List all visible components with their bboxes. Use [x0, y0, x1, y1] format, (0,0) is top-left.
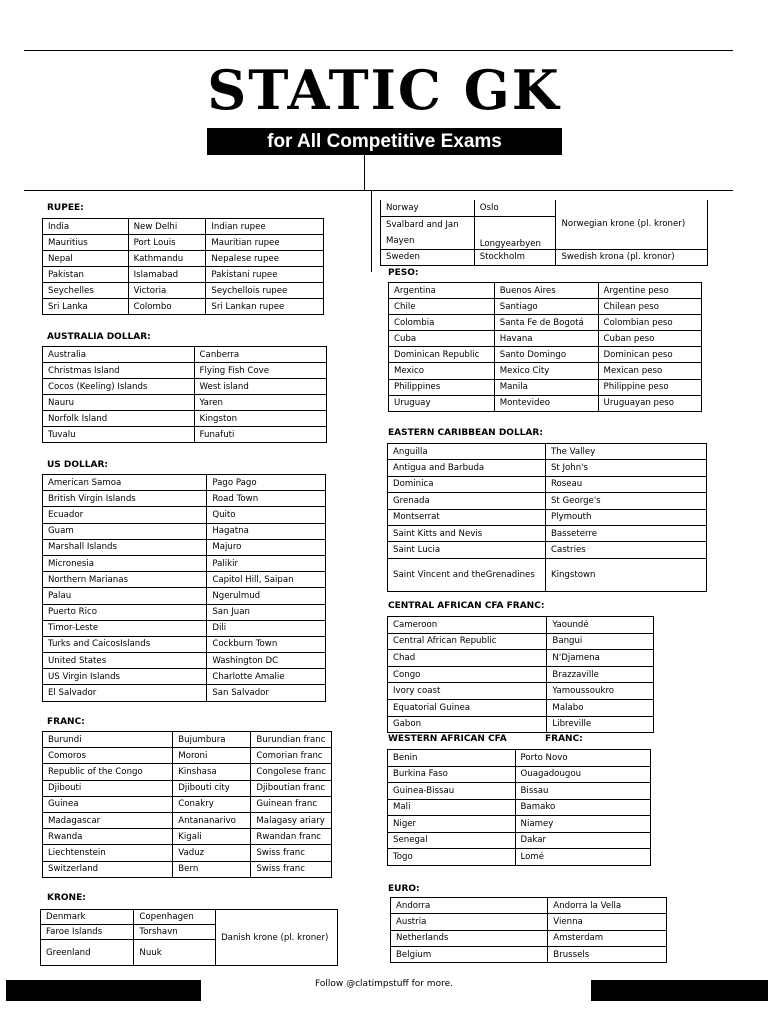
capital-cell: Quito: [207, 507, 326, 523]
table-row: [389, 331, 702, 347]
table-row: [388, 683, 654, 700]
page-subtitle: for All Competitive Exams: [207, 128, 562, 155]
norwegian-krone-table: [380, 200, 708, 266]
country-cell: Colombia: [389, 315, 495, 331]
country-cell: Cuba: [389, 331, 495, 347]
capital-cell: Cockburn Town: [207, 636, 326, 652]
capital-cell: Flying Fish Cove: [194, 363, 326, 379]
column-divider: [371, 190, 372, 272]
country-cell: Belgium: [391, 946, 548, 962]
country-cell: Argentina: [389, 283, 495, 299]
currency-cell: Comorian franc: [251, 748, 332, 764]
section-heading-australia-dollar: AUSTRALIA DOLLAR:: [47, 332, 151, 342]
capital-cell: Libreville: [547, 716, 654, 733]
country-cell: Tuvalu: [43, 427, 195, 443]
capital-cell: Dili: [207, 620, 326, 636]
section-heading-rupee: RUPEE:: [47, 203, 84, 213]
section-heading-western-african-cfa: WESTERN AFRICAN CFA: [388, 734, 507, 744]
capital-cell: Bissau: [515, 783, 650, 800]
country-cell: Montserrat: [388, 509, 546, 525]
table-row: [43, 812, 332, 828]
us-dollar-table: [42, 474, 326, 702]
table-row: [43, 572, 326, 588]
table-row: [388, 666, 654, 683]
table-row: [43, 475, 326, 491]
table-row: [43, 604, 326, 620]
country-cell: Switzerland: [43, 861, 173, 877]
capital-cell: Moroni: [173, 748, 251, 764]
table-row: [388, 783, 651, 800]
country-cell: Nepal: [43, 251, 129, 267]
capital-cell: Pago Pago: [207, 475, 326, 491]
country-cell: Senegal: [388, 832, 516, 849]
top-rule: [24, 50, 733, 51]
country-cell: Liechtenstein: [43, 845, 173, 861]
capital-cell: West island: [194, 379, 326, 395]
country-cell: Saint Vincent and theGrenadines: [388, 558, 546, 591]
table-row: [43, 267, 324, 283]
country-cell: Northern Marianas: [43, 572, 207, 588]
table-row: [391, 914, 667, 930]
section-heading-western-african-cfa-franc: FRANC:: [545, 734, 583, 744]
table-row: [388, 816, 651, 833]
currency-cell: Pakistani rupee: [206, 267, 324, 283]
table-row: [391, 930, 667, 946]
country-cell: Niger: [388, 816, 516, 833]
currency-cell: Nepalese rupee: [206, 251, 324, 267]
country-cell: Saint Lucia: [388, 542, 546, 558]
capital-cell: Manila: [494, 379, 598, 395]
capital-cell: Hagatna: [207, 523, 326, 539]
country-cell: Palau: [43, 588, 207, 604]
table-row: [389, 283, 702, 299]
capital-cell: Ngerulmud: [207, 588, 326, 604]
table-row: [43, 539, 326, 555]
capital-cell: Basseterre: [545, 525, 706, 541]
table-row: [43, 669, 326, 685]
table-row: [43, 347, 327, 363]
country-cell: El Salvador: [43, 685, 207, 701]
table-row: [43, 555, 326, 571]
capital-cell: Vaduz: [173, 845, 251, 861]
capital-cell: Vienna: [548, 914, 667, 930]
table-row: [388, 542, 707, 558]
country-cell: Uruguay: [389, 395, 495, 411]
table-row: [388, 476, 707, 492]
currency-cell: Guinean franc: [251, 796, 332, 812]
country-cell: Burundi: [43, 732, 173, 748]
capital-cell: Colombo: [128, 299, 206, 315]
table-row: [43, 780, 332, 796]
capital-cell: Palikir: [207, 555, 326, 571]
table-row: [43, 491, 326, 507]
country-cell: Marshall Islands: [43, 539, 207, 555]
currency-cell: Chilean peso: [598, 299, 701, 315]
country-cell: Puerto Rico: [43, 604, 207, 620]
currency-cell: Sri Lankan rupee: [206, 299, 324, 315]
country-cell: Djibouti: [43, 780, 173, 796]
country-cell: Mauritius: [43, 235, 129, 251]
country-cell: [381, 216, 475, 249]
country-cell: Anguilla: [388, 444, 546, 460]
table-row: [43, 796, 332, 812]
currency-cell: Swedish krona (pl. kronor): [556, 249, 708, 265]
capital-cell: Santo Domingo: [494, 347, 598, 363]
currency-cell: Cuban peso: [598, 331, 701, 347]
eastern-caribbean-dollar-table: [387, 443, 707, 592]
country-cell: Benin: [388, 750, 516, 767]
capital-cell: Port Louis: [128, 235, 206, 251]
country-cell: Saint Kitts and Nevis: [388, 525, 546, 541]
table-row: [381, 249, 708, 265]
header-divider: [364, 155, 365, 190]
table-row: [43, 379, 327, 395]
country-line: Svalbard and Jan: [386, 219, 459, 230]
table-row: [388, 799, 651, 816]
capital-cell: Bangui: [547, 633, 654, 650]
country-cell: Dominican Republic: [389, 347, 495, 363]
table-row: [43, 411, 327, 427]
capital-cell: Kingstown: [545, 558, 706, 591]
capital-cell: Dakar: [515, 832, 650, 849]
capital-cell: Andorra la Vella: [548, 898, 667, 914]
country-cell: Central African Republic: [388, 633, 547, 650]
footer-text: Follow @clatimpstuff for more.: [315, 979, 453, 989]
capital-cell: Kathmandu: [128, 251, 206, 267]
country-cell: Guinea: [43, 796, 173, 812]
capital-cell: Santa Fe de Bogotá: [494, 315, 598, 331]
currency-cell: Djiboutian franc: [251, 780, 332, 796]
country-cell: Faroe Islands: [41, 925, 134, 940]
section-heading-krone: KRONE:: [47, 893, 86, 903]
currency-cell: Mauritian rupee: [206, 235, 324, 251]
table-row: [43, 829, 332, 845]
table-row: [43, 507, 326, 523]
table-row: [388, 699, 654, 716]
section-heading-central-african-cfa-franc: CENTRAL AFRICAN CFA FRANC:: [388, 601, 545, 611]
capital-cell: Stockholm: [474, 249, 556, 265]
table-row: [43, 363, 327, 379]
country-cell: Comoros: [43, 748, 173, 764]
country-cell: Cocos (Keeling) Islands: [43, 379, 195, 395]
table-row: [43, 653, 326, 669]
table-row: [388, 849, 651, 866]
table-row: [43, 732, 332, 748]
country-cell: Equatorial Guinea: [388, 699, 547, 716]
capital-cell: Brazzaville: [547, 666, 654, 683]
table-row: [43, 588, 326, 604]
capital-cell: Lomé: [515, 849, 650, 866]
currency-cell: Norwegian krone (pl. kroner): [556, 200, 708, 249]
country-cell: Republic of the Congo: [43, 764, 173, 780]
capital-cell: Nuuk: [134, 940, 216, 966]
capital-cell: Buenos Aires: [494, 283, 598, 299]
table-row: [41, 910, 338, 925]
table-row: [388, 766, 651, 783]
country-cell: Norfolk Island: [43, 411, 195, 427]
rupee-table: [42, 218, 324, 315]
capital-cell: Havana: [494, 331, 598, 347]
country-cell: United States: [43, 653, 207, 669]
capital-cell: Santiago: [494, 299, 598, 315]
capital-cell: Majuro: [207, 539, 326, 555]
table-row: [388, 832, 651, 849]
capital-cell: Yaoundé: [547, 617, 654, 634]
table-row: [43, 395, 327, 411]
western-african-cfa-franc-table: [387, 749, 651, 866]
country-cell: Chile: [389, 299, 495, 315]
capital-cell: Longyearbyen: [474, 216, 556, 249]
currency-cell: Philippine peso: [598, 379, 701, 395]
table-row: [43, 523, 326, 539]
capital-cell: Brussels: [548, 946, 667, 962]
table-row: [388, 460, 707, 476]
country-cell: Norway: [381, 200, 475, 216]
currency-cell: Uruguayan peso: [598, 395, 701, 411]
capital-cell: New Delhi: [128, 219, 206, 235]
capital-cell: Kigali: [173, 829, 251, 845]
country-cell: Timor-Leste: [43, 620, 207, 636]
capital-cell: Yaren: [194, 395, 326, 411]
capital-cell: The Valley: [545, 444, 706, 460]
currency-cell: Argentine peso: [598, 283, 701, 299]
australia-dollar-table: [42, 346, 327, 443]
currency-cell: Danish krone (pl. kroner): [216, 910, 338, 966]
table-row: [43, 283, 324, 299]
country-cell: Togo: [388, 849, 516, 866]
capital-cell: San Salvador: [207, 685, 326, 701]
table-row: [43, 620, 326, 636]
country-cell: Grenada: [388, 493, 546, 509]
capital-cell: Canberra: [194, 347, 326, 363]
capital-cell: Oslo: [474, 200, 556, 216]
country-cell: Micronesia: [43, 555, 207, 571]
currency-cell: Rwandan franc: [251, 829, 332, 845]
table-row: [388, 750, 651, 767]
capital-cell: Victoria: [128, 283, 206, 299]
country-cell: Turks and CaicosIslands: [43, 636, 207, 652]
country-cell: Mali: [388, 799, 516, 816]
capital-cell: Castries: [545, 542, 706, 558]
capital-cell: Kingston: [194, 411, 326, 427]
country-cell: Mexico: [389, 363, 495, 379]
country-cell: Netherlands: [391, 930, 548, 946]
table-row: [388, 444, 707, 460]
section-heading-us-dollar: US DOLLAR:: [47, 460, 109, 470]
page-title: STATIC GK: [207, 58, 561, 122]
currency-cell: Mexican peso: [598, 363, 701, 379]
capital-cell: Bern: [173, 861, 251, 877]
table-row: [389, 299, 702, 315]
header-rule: [24, 190, 733, 191]
table-row: [391, 898, 667, 914]
currency-cell: Dominican peso: [598, 347, 701, 363]
table-row: [43, 636, 326, 652]
table-row: [43, 219, 324, 235]
capital-cell: Road Town: [207, 491, 326, 507]
capital-cell: Niamey: [515, 816, 650, 833]
table-row: [43, 845, 332, 861]
table-row: [43, 299, 324, 315]
capital-cell: Funafuti: [194, 427, 326, 443]
country-cell: American Samoa: [43, 475, 207, 491]
capital-cell: Capitol Hill, Saipan: [207, 572, 326, 588]
country-cell: Ivory coast: [388, 683, 547, 700]
table-row: [43, 427, 327, 443]
capital-cell: Kinshasa: [173, 764, 251, 780]
table-row: [43, 235, 324, 251]
country-cell: Sweden: [381, 249, 475, 265]
capital-cell: St John's: [545, 460, 706, 476]
table-row: [391, 946, 667, 962]
capital-cell: St George's: [545, 493, 706, 509]
krone-table: [40, 909, 338, 966]
country-cell: Greenland: [41, 940, 134, 966]
country-cell: Cameroon: [388, 617, 547, 634]
central-african-cfa-franc-table: [387, 616, 654, 733]
currency-cell: Malagasy ariary: [251, 812, 332, 828]
section-heading-peso: PESO:: [388, 268, 419, 278]
capital-cell: Porto Novo: [515, 750, 650, 767]
table-row: [389, 395, 702, 411]
table-row: [388, 617, 654, 634]
table-row: [389, 315, 702, 331]
capital-cell: Bujumbura: [173, 732, 251, 748]
currency-cell: Congolese franc: [251, 764, 332, 780]
capital-cell: Torshavn: [134, 925, 216, 940]
country-cell: Madagascar: [43, 812, 173, 828]
country-cell: Denmark: [41, 910, 134, 925]
table-row: [43, 251, 324, 267]
table-row: [388, 716, 654, 733]
country-cell: India: [43, 219, 129, 235]
capital-cell: Amsterdam: [548, 930, 667, 946]
currency-cell: Colombian peso: [598, 315, 701, 331]
capital-cell: Roseau: [545, 476, 706, 492]
capital-cell: Conakry: [173, 796, 251, 812]
country-cell: Chad: [388, 650, 547, 667]
currency-cell: Indian rupee: [206, 219, 324, 235]
country-cell: Burkina Faso: [388, 766, 516, 783]
country-cell: Andorra: [391, 898, 548, 914]
capital-cell: Malabo: [547, 699, 654, 716]
country-cell: Ecuador: [43, 507, 207, 523]
currency-cell: Seychellois rupee: [206, 283, 324, 299]
country-cell: Seychelles: [43, 283, 129, 299]
table-row: [43, 764, 332, 780]
country-cell: Christmas Island: [43, 363, 195, 379]
country-cell: Guam: [43, 523, 207, 539]
currency-cell: Swiss franc: [251, 861, 332, 877]
section-heading-euro: EURO:: [388, 884, 420, 894]
capital-cell: Djibouti city: [173, 780, 251, 796]
table-row: [389, 379, 702, 395]
franc-table: [42, 731, 332, 878]
capital-cell: N'Djamena: [547, 650, 654, 667]
country-cell: Philippines: [389, 379, 495, 395]
table-row: [389, 363, 702, 379]
country-cell: Dominica: [388, 476, 546, 492]
section-heading-franc: FRANC:: [47, 717, 85, 727]
country-cell: Pakistan: [43, 267, 129, 283]
currency-cell: Burundian franc: [251, 732, 332, 748]
euro-table: [390, 897, 667, 963]
peso-table: [388, 282, 702, 412]
country-cell: Austria: [391, 914, 548, 930]
capital-cell: Washington DC: [207, 653, 326, 669]
table-row: [388, 525, 707, 541]
table-row: [388, 558, 707, 591]
table-row: [388, 633, 654, 650]
capital-cell: Antananarivo: [173, 812, 251, 828]
capital-cell: Bamako: [515, 799, 650, 816]
country-cell: Nauru: [43, 395, 195, 411]
capital-cell: San Juan: [207, 604, 326, 620]
table-row: [389, 347, 702, 363]
table-row: [43, 861, 332, 877]
table-row: [388, 650, 654, 667]
country-cell: Congo: [388, 666, 547, 683]
country-cell: Australia: [43, 347, 195, 363]
capital-cell: Mexico City: [494, 363, 598, 379]
capital-cell: Plymouth: [545, 509, 706, 525]
capital-cell: Montevideo: [494, 395, 598, 411]
capital-cell: Yamoussoukro: [547, 683, 654, 700]
country-cell: Sri Lanka: [43, 299, 129, 315]
country-cell: British Virgin Islands: [43, 491, 207, 507]
table-row: [43, 685, 326, 701]
country-cell: US Virgin Islands: [43, 669, 207, 685]
capital-cell: Ouagadougou: [515, 766, 650, 783]
table-row: [388, 493, 707, 509]
country-cell: Rwanda: [43, 829, 173, 845]
capital-cell: Copenhagen: [134, 910, 216, 925]
capital-cell: Islamabad: [128, 267, 206, 283]
country-cell: Gabon: [388, 716, 547, 733]
country-cell: Guinea-Bissau: [388, 783, 516, 800]
table-row: [381, 200, 708, 216]
country-line: Mayen: [386, 235, 415, 246]
section-heading-eastern-caribbean-dollar: EASTERN CARIBBEAN DOLLAR:: [388, 428, 543, 438]
capital-cell: Charlotte Amalie: [207, 669, 326, 685]
table-row: [388, 509, 707, 525]
table-row: [43, 748, 332, 764]
currency-cell: Swiss franc: [251, 845, 332, 861]
country-cell: Antigua and Barbuda: [388, 460, 546, 476]
